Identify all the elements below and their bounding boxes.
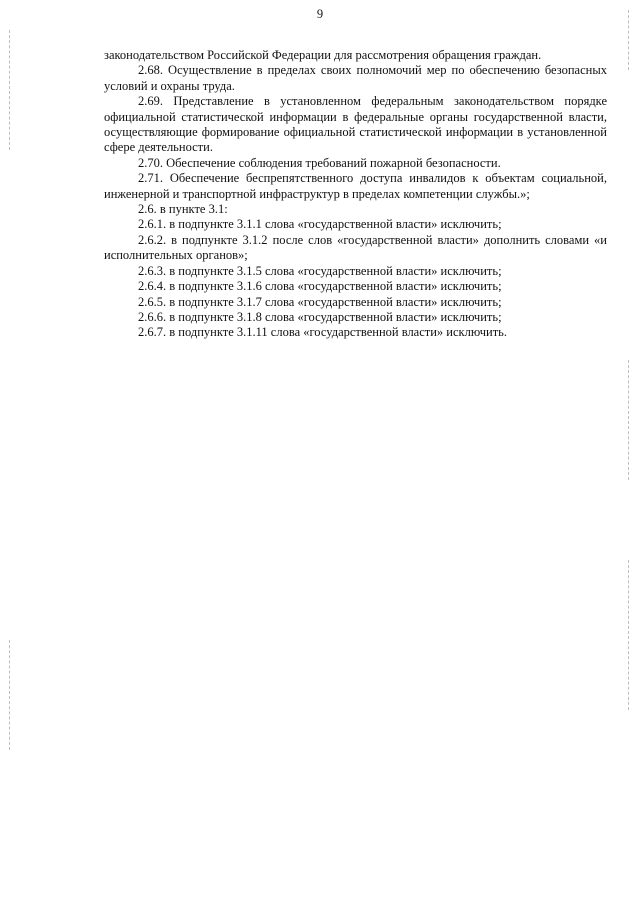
scan-edge-mark [9, 640, 11, 750]
paragraph-2-69: 2.69. Представление в установленном федеральным законодательством порядке официальной статистической информации в федеральные органы государственной власти, осуществляющие формирование официальной статистической информации в установленной сфере деятельности. [104, 94, 607, 155]
paragraph-2-6-3: 2.6.3. в подпункте 3.1.5 слова «государственной власти» исключить; [138, 263, 502, 278]
paragraph-2-6-4: 2.6.4. в подпункте 3.1.6 слова «государственной власти» исключить; [138, 279, 502, 294]
paragraph-2-68: 2.68. Осуществление в пределах своих полномочий мер по обеспечению безопасных условий и охраны труда. [104, 63, 607, 93]
paragraph-2-6-1: 2.6.1. в подпункте 3.1.1 слова «государственной власти» исключить; [138, 217, 502, 232]
scan-edge-mark [9, 30, 11, 150]
paragraph-2-6-2: 2.6.2. в подпункте 3.1.2 после слов «государственной власти» дополнить словами «и исполнительных органов»; [104, 232, 607, 263]
paragraph-2-71: 2.71. Обеспечение беспрепятственного доступа инвалидов к объектам социальной, инженерной и транспортной инфраструктур в пределах компетенции службы.»; [104, 171, 607, 201]
paragraph-2-6: 2.6. в пункте 3.1: [138, 202, 228, 217]
paragraph-2-6-6: 2.6.6. в подпункте 3.1.8 слова «государственной власти» исключить; [138, 309, 502, 324]
page-number: 9 [316, 7, 324, 21]
document-body [104, 48, 607, 341]
scan-edge-mark [628, 560, 630, 710]
paragraph-2-70: 2.70. Обеспечение соблюдения требований пожарной безопасности. [138, 155, 501, 170]
paragraph-continuation: законодательством Российской Федерации для рассмотрения обращения граждан. [104, 48, 542, 62]
paragraph-2-6-5: 2.6.5. в подпункте 3.1.7 слова «государственной власти» исключить; [138, 294, 502, 309]
paragraph-2-6-7: 2.6.7. в подпункте 3.1.11 слова «государственной власти» исключить. [138, 325, 507, 340]
scan-edge-mark [628, 360, 630, 480]
